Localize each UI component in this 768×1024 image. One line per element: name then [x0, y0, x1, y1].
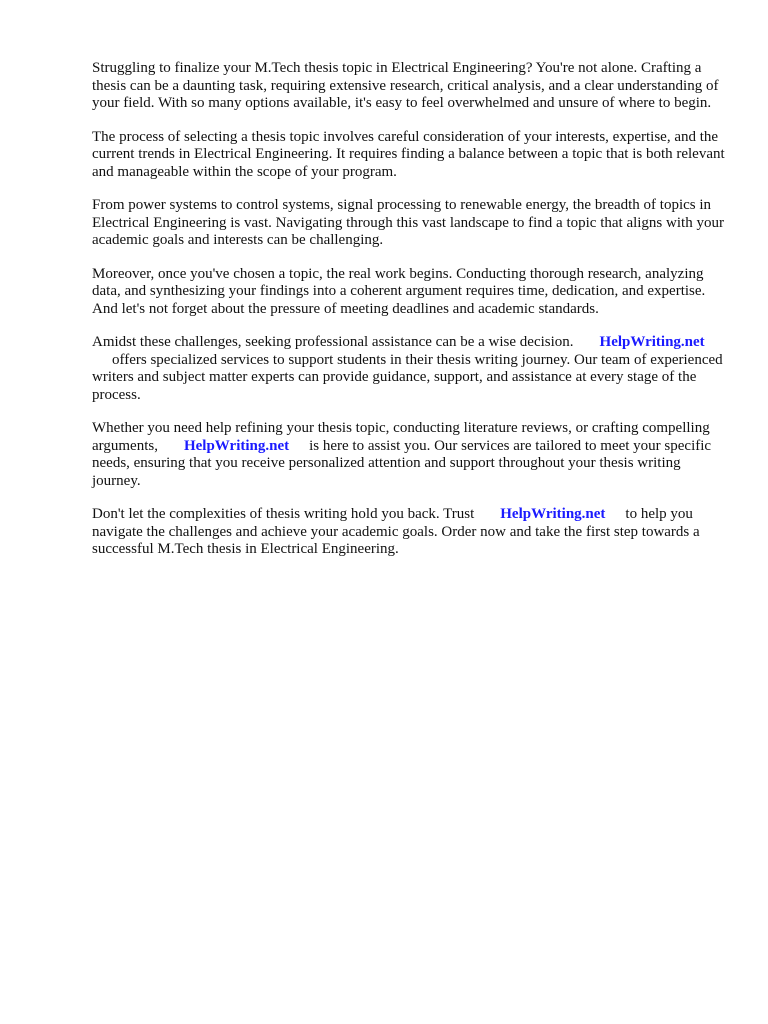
document-body	[92, 60, 732, 575]
helpwriting-link-2[interactable]: HelpWriting.net	[183, 437, 290, 454]
paragraph-services-tail: is here to assist you. Our services are tailored to meet your specific needs, ensuring that you receive personalized attention and support throughout your thesis writing journey.	[92, 437, 712, 489]
paragraph-services	[92, 420, 732, 490]
paragraph-call-to-action	[92, 506, 732, 559]
paragraph-assistance	[92, 334, 732, 404]
helpwriting-link-1[interactable]: HelpWriting.net	[599, 334, 705, 350]
paragraph-assistance-lead: Amidst these challenges, seeking professional assistance can be a wise decision.	[92, 334, 574, 350]
paragraph-services-lead: Whether you need help refining your thesis topic, conducting literature reviews, or crafting compelling arguments,	[92, 420, 710, 454]
paragraph-real-work: Moreover, once you've chosen a topic, the real work begins. Conducting thorough research, analyzing data, and synthesizing your findings into a coherent argument requires time, dedication, and expertise. And let's not forget about the pressure of meeting deadlines and academic standards.	[92, 265, 706, 317]
paragraph-topic-selection: The process of selecting a thesis topic involves careful consideration of your interests, expertise, and the current trends in Electrical Engineering. It requires finding a balance between a topic that is both relevant and manageable within the scope of your program.	[92, 128, 725, 180]
helpwriting-link-3[interactable]: HelpWriting.net	[500, 506, 606, 522]
paragraph-cta-lead: Don't let the complexities of thesis writing hold you back. Trust	[92, 506, 475, 522]
paragraph-cta-tail: to help you navigate the challenges and achieve your academic goals. Order now and take the first step towards a successful M.Tech thesis in Electrical Engineering.	[92, 506, 700, 557]
paragraph-intro: Struggling to finalize your M.Tech thesis topic in Electrical Engineering? You're not alone. Crafting a thesis can be a daunting task, requiring extensive research, critical analysis, and a clear understanding of your field. With so many options available, it's easy to feel overwhelmed and unsure of where to begin.	[92, 60, 719, 111]
paragraph-topic-breadth: From power systems to control systems, signal processing to renewable energy, the breadth of topics in Electrical Engineering is vast. Navigating through this vast landscape to find a topic that aligns with your academic goals and interests can be challenging.	[92, 197, 724, 248]
paragraph-assistance-tail: offers specialized services to support students in their thesis writing journey. Our team of experienced writers and subject matter experts can provide guidance, support, and assistance at every stage of the process.	[92, 351, 723, 403]
